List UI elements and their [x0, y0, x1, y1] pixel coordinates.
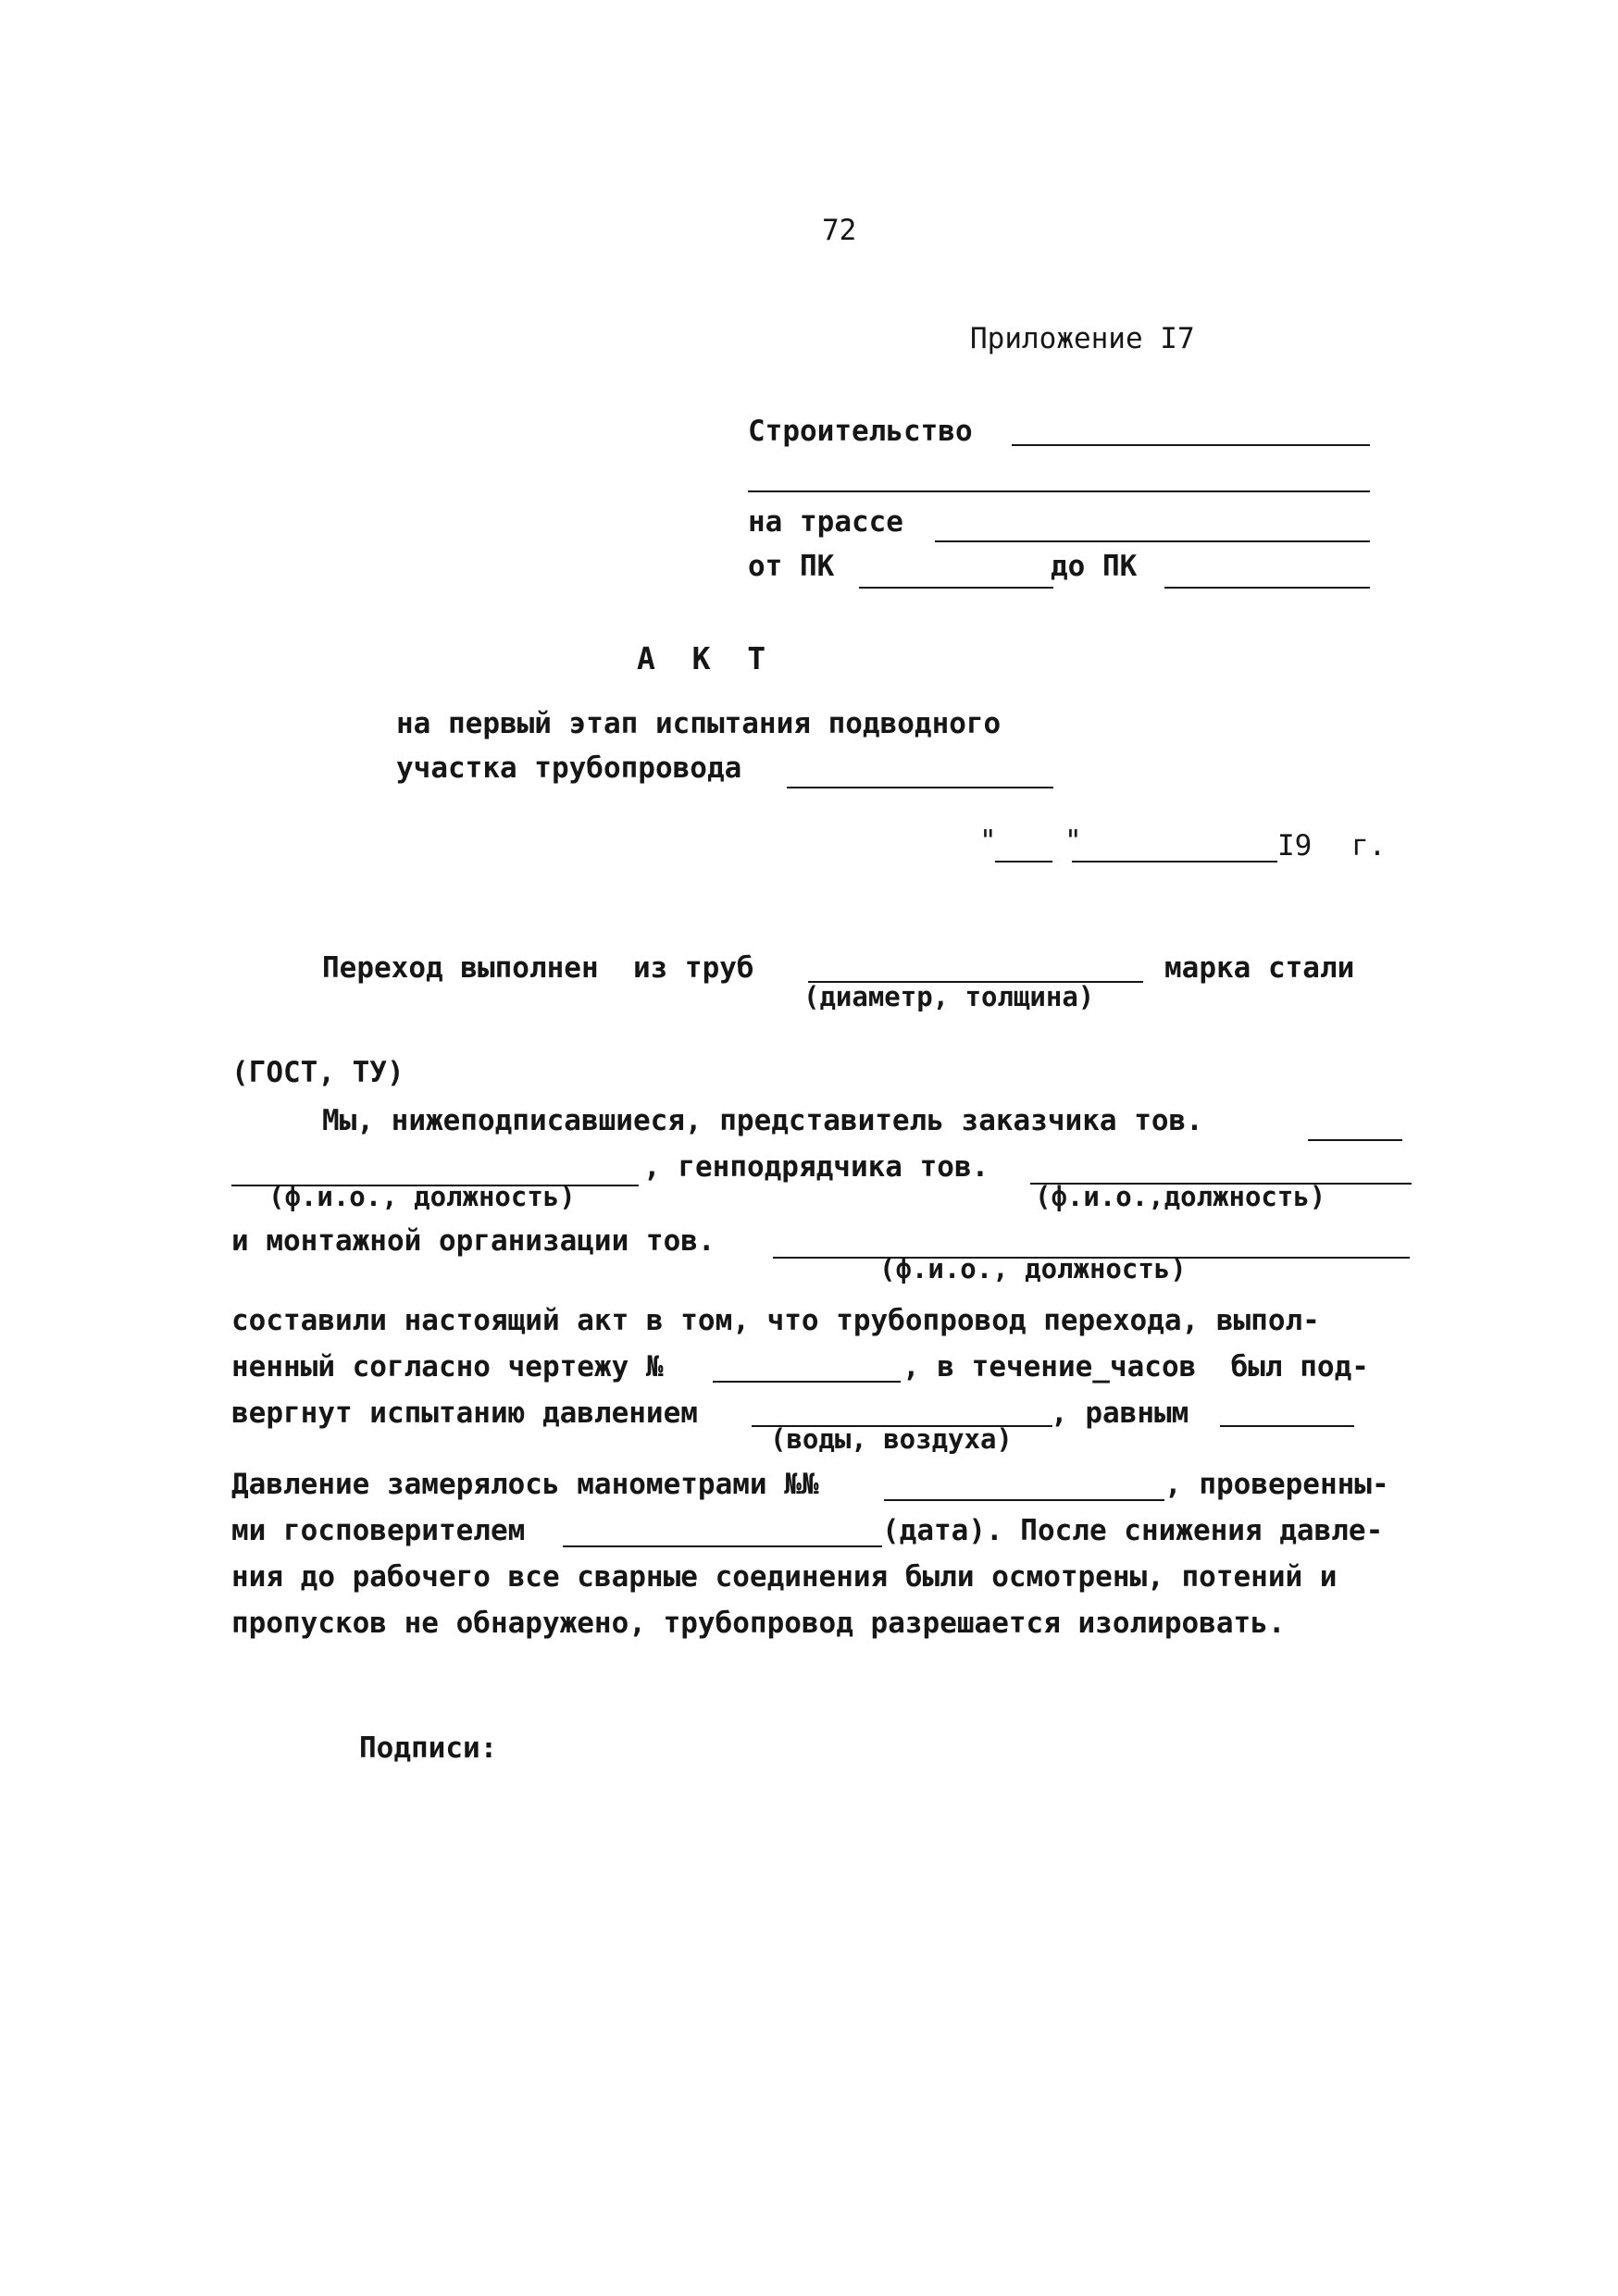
- inspection-text-line-2: пропусков не обнаружено, трубопровод разрешается изолировать.: [231, 1607, 1286, 1640]
- pressure-test-label: вергнут испытанию давлением: [231, 1396, 698, 1430]
- from-pk-label: от ПК: [748, 550, 835, 583]
- page-number: 72: [822, 214, 857, 247]
- transition-text: Переход выполнен из труб: [322, 951, 754, 985]
- date-day-field[interactable]: [995, 861, 1052, 863]
- drawing-label: ненный согласно чертежу №: [231, 1350, 664, 1384]
- inspection-text-line-1: ния до рабочего все сварные соединения были осмотрены, потений и: [231, 1560, 1338, 1594]
- general-contractor-label: , генподрядчика тов.: [643, 1150, 989, 1184]
- route-label: на трассе: [748, 505, 903, 539]
- date-month-field[interactable]: [1072, 861, 1277, 863]
- date-quote-open: ": [979, 825, 997, 858]
- to-pk-field[interactable]: [1164, 587, 1370, 589]
- verification-date-field[interactable]: [563, 1545, 882, 1547]
- pipe-diameter-caption: (диаметр, толщина): [803, 981, 1095, 1012]
- equal-to-label: , равным: [1051, 1396, 1189, 1430]
- appendix-label: Приложение I7: [970, 322, 1195, 355]
- date-year-prefix: I9: [1277, 829, 1313, 863]
- manometer-label: Давление замерялось манометрами №№: [231, 1468, 819, 1501]
- construction-field[interactable]: [1012, 444, 1370, 446]
- installation-org-caption: (ф.и.о., должность): [879, 1253, 1187, 1285]
- signatories-text: Мы, нижеподписавшиеся, представитель заказчика тов.: [322, 1104, 1203, 1137]
- pipeline-section-field[interactable]: [787, 787, 1053, 788]
- installation-org-label: и монтажной организации тов.: [231, 1224, 716, 1258]
- act-statement-line-1: составили настоящий акт в том, что трубопровод перехода, выпол-: [231, 1304, 1320, 1337]
- customer-rep-caption: (ф.и.о., должность): [268, 1181, 576, 1212]
- state-verifier-label: ми госповерителем: [231, 1514, 526, 1547]
- steel-grade-label: марка стали: [1164, 951, 1355, 985]
- signatures-label: Подписи:: [359, 1731, 498, 1765]
- to-pk-label: до ПК: [1051, 550, 1138, 583]
- construction-label: Строительство: [748, 415, 973, 448]
- title-line-1: на первый этап испытания подводного: [396, 707, 1002, 740]
- manometer-number-field[interactable]: [884, 1499, 1164, 1501]
- pressure-value-field[interactable]: [1220, 1425, 1354, 1427]
- construction-field-line2[interactable]: [748, 490, 1370, 492]
- gost-label: (ГОСТ, ТУ): [231, 1056, 404, 1089]
- customer-rep-field[interactable]: [1308, 1139, 1402, 1141]
- drawing-number-field[interactable]: [713, 1381, 901, 1383]
- test-medium-caption: (воды, воздуха): [770, 1423, 1013, 1455]
- pressure-reduction-text: (дата). После снижения давле-: [882, 1514, 1384, 1547]
- duration-text: , в течение_часов был под-: [902, 1350, 1369, 1384]
- date-quote-close: ": [1064, 825, 1082, 858]
- date-year-suffix: г.: [1351, 829, 1387, 863]
- general-contractor-caption: (ф.и.о.,должность): [1035, 1181, 1326, 1212]
- from-pk-field[interactable]: [859, 587, 1053, 589]
- document-title: А К Т: [637, 640, 766, 676]
- title-line-2: участка трубопровода: [396, 751, 742, 785]
- verified-by-label: , проверенны-: [1164, 1468, 1389, 1501]
- route-field[interactable]: [935, 540, 1370, 542]
